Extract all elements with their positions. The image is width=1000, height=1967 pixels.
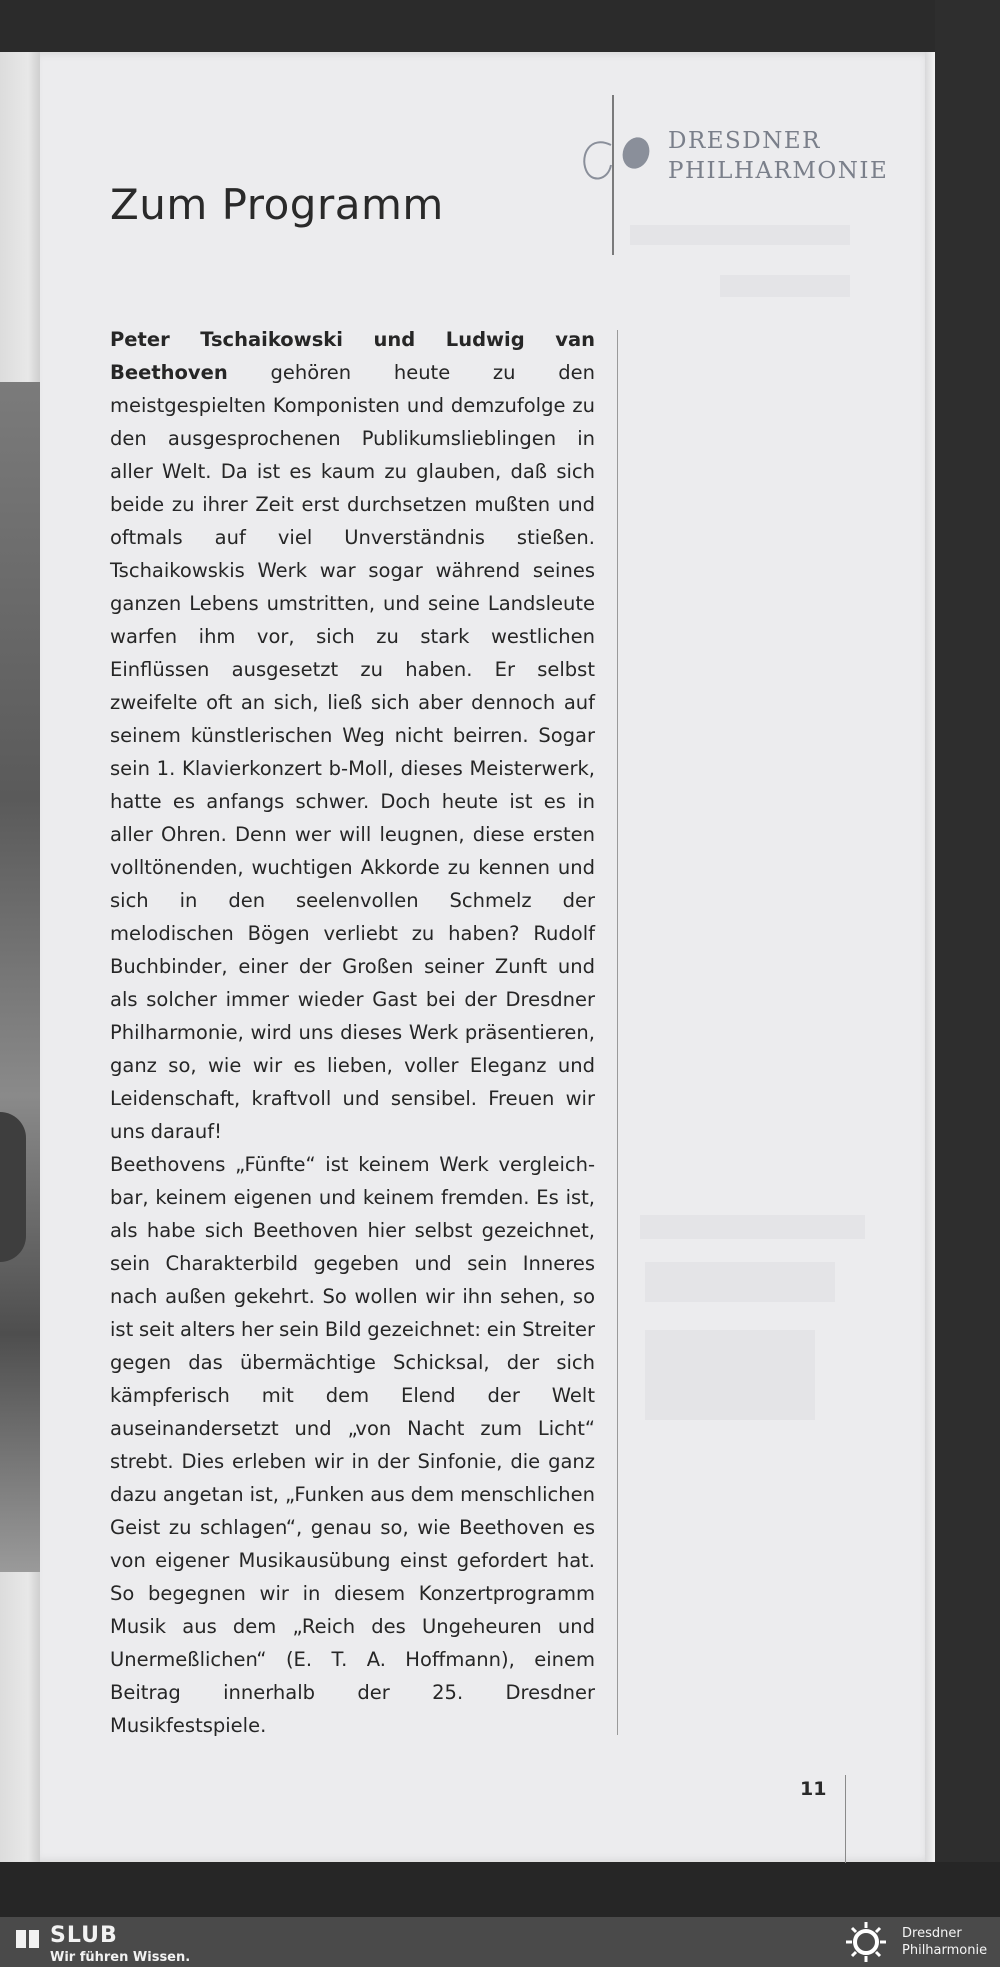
show-through-block bbox=[720, 275, 850, 297]
page-title: Zum Programm bbox=[110, 180, 444, 229]
show-through-block bbox=[645, 1330, 815, 1420]
page-number-rule bbox=[845, 1775, 846, 1863]
paragraph-1-text: gehören heute zu den meistgespielten Komponisten und demzufolge zu den ausgesprochenen Publikumslieblingen in aller Welt. Da ist es kaum zu glauben, daß sich beide zu ihrer Zeit erst durchsetzen mußten und oftmals auf viel Unverständnis stießen. Tschaikowskis Werk war sogar während seines ganzen Lebens umstritten, und seine Landsleute warfen ihm vor, sich zu stark westlichen Einflüssen ausgesetzt zu haben. Er selbst zweifelte oft an sich, ließ sich aber dennoch auf seinem künstlerischen Weg nicht beirren. Sogar sein 1. Klavierkonzert b-Moll, dieses Meisterwerk, hatte es anfangs schwer. Doch heute ist es in aller Ohren. Denn wer will leugnen, diese ersten volltönenden, wuchtigen Akkorde zu kennen und sich in den seelenvollen Schmelz der melodischen Bögen verliebt zu haben? Rudolf Buchbinder, einer der Großen seiner Zunft und als solcher immer wieder Gast bei der Dresdner Philharmonie, wird uns dieses Werk präsentieren, ganz so, wie wir es lieben, voller Eleganz und Leidenschaft, kraftvoll und sensibel. Freuen wir uns darauf! bbox=[110, 361, 596, 1143]
page-number: 11 bbox=[800, 1778, 827, 1800]
paragraph-1 bbox=[110, 323, 595, 1148]
scanner-background-top bbox=[0, 0, 1000, 52]
column-divider bbox=[617, 330, 618, 1735]
show-through-block bbox=[645, 1262, 835, 1302]
viewer-footer bbox=[0, 1917, 1000, 1967]
scanner-background-right bbox=[935, 0, 1000, 1917]
scanner-background-bottom bbox=[0, 1862, 1000, 1917]
program-text bbox=[110, 323, 595, 1742]
page-edge bbox=[925, 52, 935, 1862]
logo-text-line2: PHILHARMONIE bbox=[668, 158, 889, 184]
paragraph-lead: Peter Tschaikowski und Ludwig van Beethoven bbox=[110, 328, 595, 384]
dp-logo-icon bbox=[578, 95, 668, 255]
adjacent-page-photo bbox=[0, 382, 40, 1572]
adjacent-page bbox=[0, 52, 40, 1862]
show-through-block bbox=[640, 1215, 865, 1239]
dresdner-philharmonie-logo bbox=[578, 95, 889, 255]
logo-text-line1: DRESDNER bbox=[668, 128, 821, 154]
dresdner-philharmonie-sun-icon[interactable] bbox=[840, 1920, 892, 1964]
slub-book-icon bbox=[14, 1927, 42, 1951]
adjacent-page-photo-detail bbox=[0, 1112, 26, 1262]
library-name[interactable]: SLUB bbox=[50, 1923, 118, 1948]
paragraph-2: Beethovens „Fünfte“ ist keinem Werk vergleichbar, keinem eigenen und keinem fremden. Es ist, als habe sich Beethoven hier selbst gezeichnet, sein Charakterbild gegeben und sein Inneres nach außen gekehrt. So wollen wir ihn sehen, so ist seit alters her sein Bild gezeichnet: ein Streiter gegen das übermächtige Schicksal, der sich kämpferisch mit dem Elend der Welt auseinandersetzt und „von Nacht zum Licht“ strebt. Dies erleben wir in der Sinfonie, die ganz dazu angetan ist, „Funken aus dem menschlichen Geist zu schlagen“, genau so, wie Beethoven es von eigener Musikausübung einst gefordert hat. So begegnen wir in diesem Konzertprogramm Musik aus dem „Reich des Ungeheuren und Unermeßlichen“ (E. T. A. Hoffmann), einem Beitrag innerhalb der 25. Dresdner Musikfestspiele. bbox=[110, 1153, 595, 1737]
partner-name-line2: Philharmonie bbox=[902, 1943, 988, 1958]
partner-name-line1: Dresdner bbox=[902, 1926, 962, 1941]
library-tagline: Wir führen Wissen. bbox=[50, 1950, 191, 1965]
